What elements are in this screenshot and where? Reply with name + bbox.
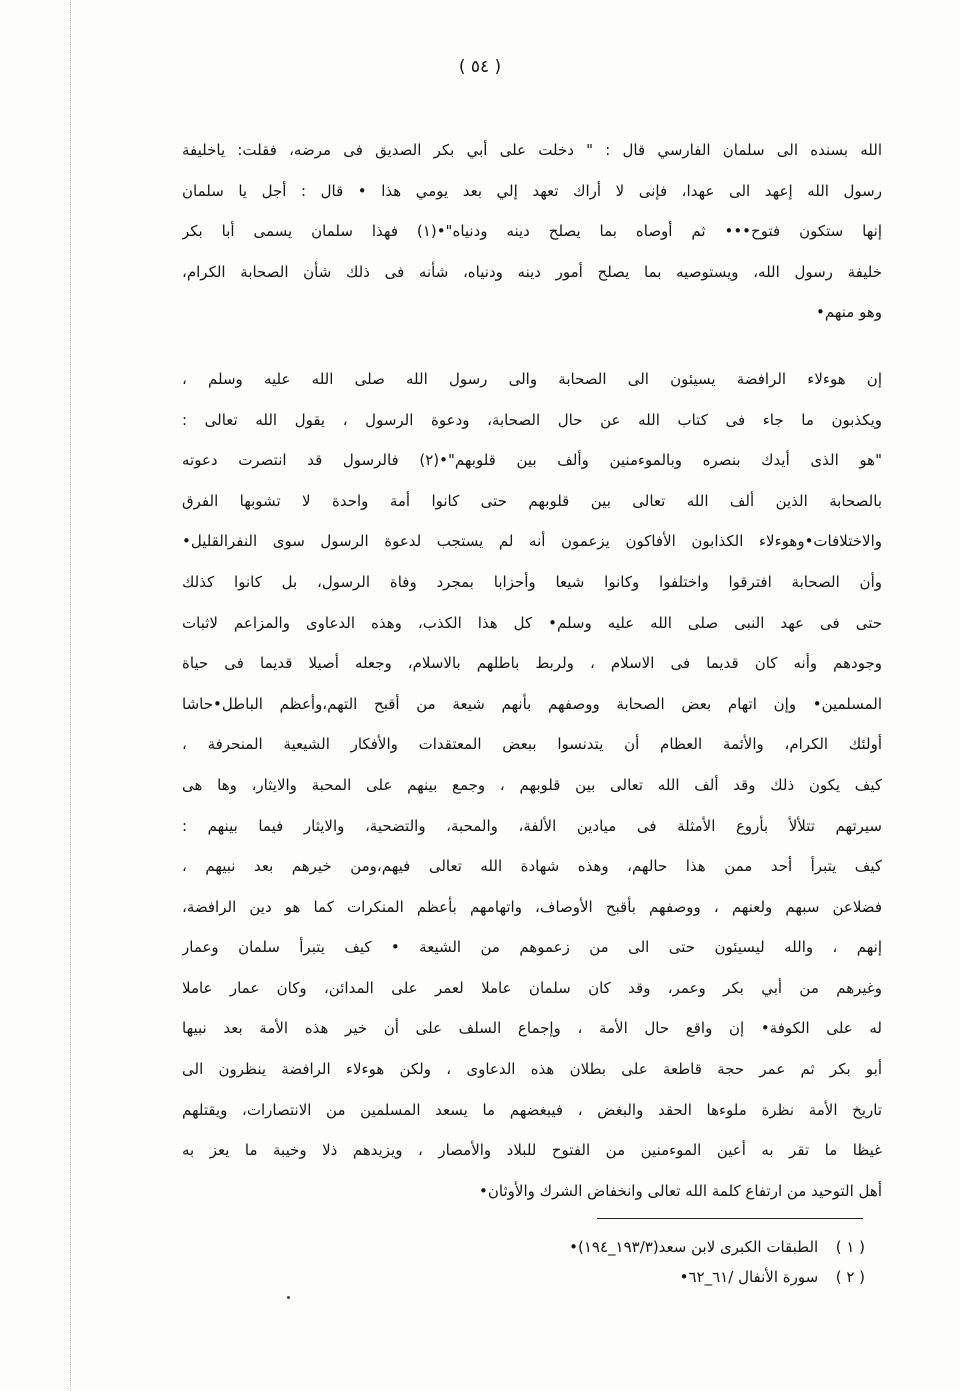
- margin-dotted-line: [70, 0, 72, 1391]
- text-line: إنهم ، والله ليسيئون حتى الى من زعموهم من الشيعة • كيف يتبرأ سلمان وعمار: [182, 938, 882, 957]
- footnote-text: الطبقات الكبرى لابن سعد(١٩٣/٣_١٩٤)•: [569, 1238, 819, 1256]
- footnotes: [420, 1232, 865, 1292]
- text-line: وجودهم وأنه كان قديما فى الاسلام ، ولربط باطلهم بالاسلام، وجعله أصيلا قديما فى حياة: [182, 654, 882, 673]
- text-line: تاريخ الأمة نظرة ملوءها الحقد والبغض ، فيبغضهم ما يسعد المسلمين من الانتصارات، ويقتلهم: [182, 1100, 882, 1119]
- text-line: وأن الصحابة افترقوا واختلفوا وكانوا شيعا وأحزابا بمجرد وفاة الرسول، بل كانوا كذلك: [182, 572, 882, 591]
- footnote: [420, 1262, 865, 1292]
- text-line: رسول الله إعهد الى عهدا، فإنى لا أراك تعهد إلي بعد يومي هذا • قال : أجل يا سلمان: [182, 181, 882, 200]
- text-line: خليفة رسول الله، ويستوصيه بما يصلح أمور دينه ودنياه، شأنه فى ذلك شأن الصحابة الكرام،: [182, 262, 882, 281]
- text-line: كيف يكون ذلك وقد ألف الله تعالى بين قلوبهم ، وجمع بينهم على المحبة والايثار، وها هى: [182, 775, 882, 794]
- text-line: فضلاعن سبهم ولعنهم ، ووصفهم بأقبح الأوصاف، واتهامهم بأعظم المنكرات كما هو دين الرافضة،: [182, 897, 882, 916]
- footnote: [420, 1232, 865, 1262]
- footnote-number: ( ١ ): [835, 1238, 865, 1256]
- body-text: [182, 130, 882, 1211]
- text-line: له على الكوفة• إن واقع حال الأمة ، وإجماع السلف على أن خير هذه الأمة بعد نبيها: [182, 1019, 882, 1038]
- text-line: المسلمين• وإن اتهام بعض الصحابة ووصفهم بأنهم شيعة من أقبح التهم،وأعظم الباطل•حاشا: [182, 694, 882, 713]
- text-line: أهل التوحيد من ارتفاع كلمة الله تعالى وانخفاض الشرك والأوثان•: [479, 1181, 882, 1200]
- text-line: حتى فى عهد النبى صلى الله عليه وسلم• كل هذا الكذب، وهذه الدعاوى والمزاعم لاثبات: [182, 613, 882, 632]
- text-line: أبو بكر ثم عمر حجة قاطعة على بطلان هذه الدعاوى ، ولكن هوءلاء الرافضة ينظرون الى: [182, 1060, 882, 1079]
- text-line: وهو منهم•: [816, 303, 882, 322]
- footnote-number: ( ٢ ): [835, 1268, 865, 1286]
- scan-speck: [287, 1296, 290, 1299]
- page-number: ( ٥٤ ): [458, 57, 502, 77]
- text-line: غيظا ما تقر به أعين الموءمنين من الفتوح للبلاد والأمصار ، ويزيدهم ذلا وخيبة ما يعز به: [182, 1141, 882, 1160]
- text-line: بالصحابة الذين ألف الله تعالى بين قلوبهم حتى كانوا أمة واحدة لا تشوبها الفرق: [182, 491, 882, 510]
- text-line: أولئك الكرام، والأئمة العظام أن يتدنسوا ببعض المعتقدات والأفكار الشيعية المنحرفة ،: [182, 735, 882, 754]
- text-line: والاختلافات•وهوءلاء الكذابون الأفاكون يزعمون أنه لم يستجب لدعوة الرسول سوى النفرالقليل•: [182, 532, 882, 551]
- text-line: "هو الذى أيدك بنصره وبالموءمنين وألف بين قلوبهم"•(٢) فالرسول قد انتصرت دعوته: [182, 451, 882, 470]
- text-line: سيرتهم تتلألأ بأروع الأمثلة فى ميادين الألفة، والمحبة، والتضحية، والايثار فيما بينهم :: [182, 816, 882, 835]
- text-line: كيف يتبرأ أحد ممن هذا حالهم، وهذه شهادة الله تعالى فيهم،ومن خيرهم بعد نبيهم ،: [182, 857, 882, 876]
- text-line: إنها ستكون فتوح••• ثم أوصاه بما يصلح دينه ودنياه"•(١) فهذا سلمان يسمى أبا بكر: [182, 222, 882, 241]
- paragraph: [182, 359, 882, 1211]
- text-line: ويكذبون ما جاء فى كتاب الله عن حال الصحابة، ودعوة الرسول ، يقول الله تعالى :: [182, 410, 882, 429]
- paragraph-gap: [182, 333, 882, 359]
- paragraph: [182, 130, 882, 333]
- text-line: إن هوءلاء الرافضة يسيئون الى الصحابة والى رسول الله صلى الله عليه وسلم ،: [182, 369, 882, 388]
- footnote-text: سورة الأنفال /٦١_٦٢•: [679, 1268, 819, 1286]
- footnote-separator: [597, 1218, 863, 1219]
- text-line: الله بسنده الى سلمان الفارسي قال : " دخلت على أبي بكر الصديق فى مرضه، فقلت: ياخليفة: [182, 141, 882, 159]
- text-line: وغيرهم من أبي بكر وعمر، وقد كان سلمان عاملا لعمر على المدائن، وكان عمار عاملا: [182, 978, 882, 997]
